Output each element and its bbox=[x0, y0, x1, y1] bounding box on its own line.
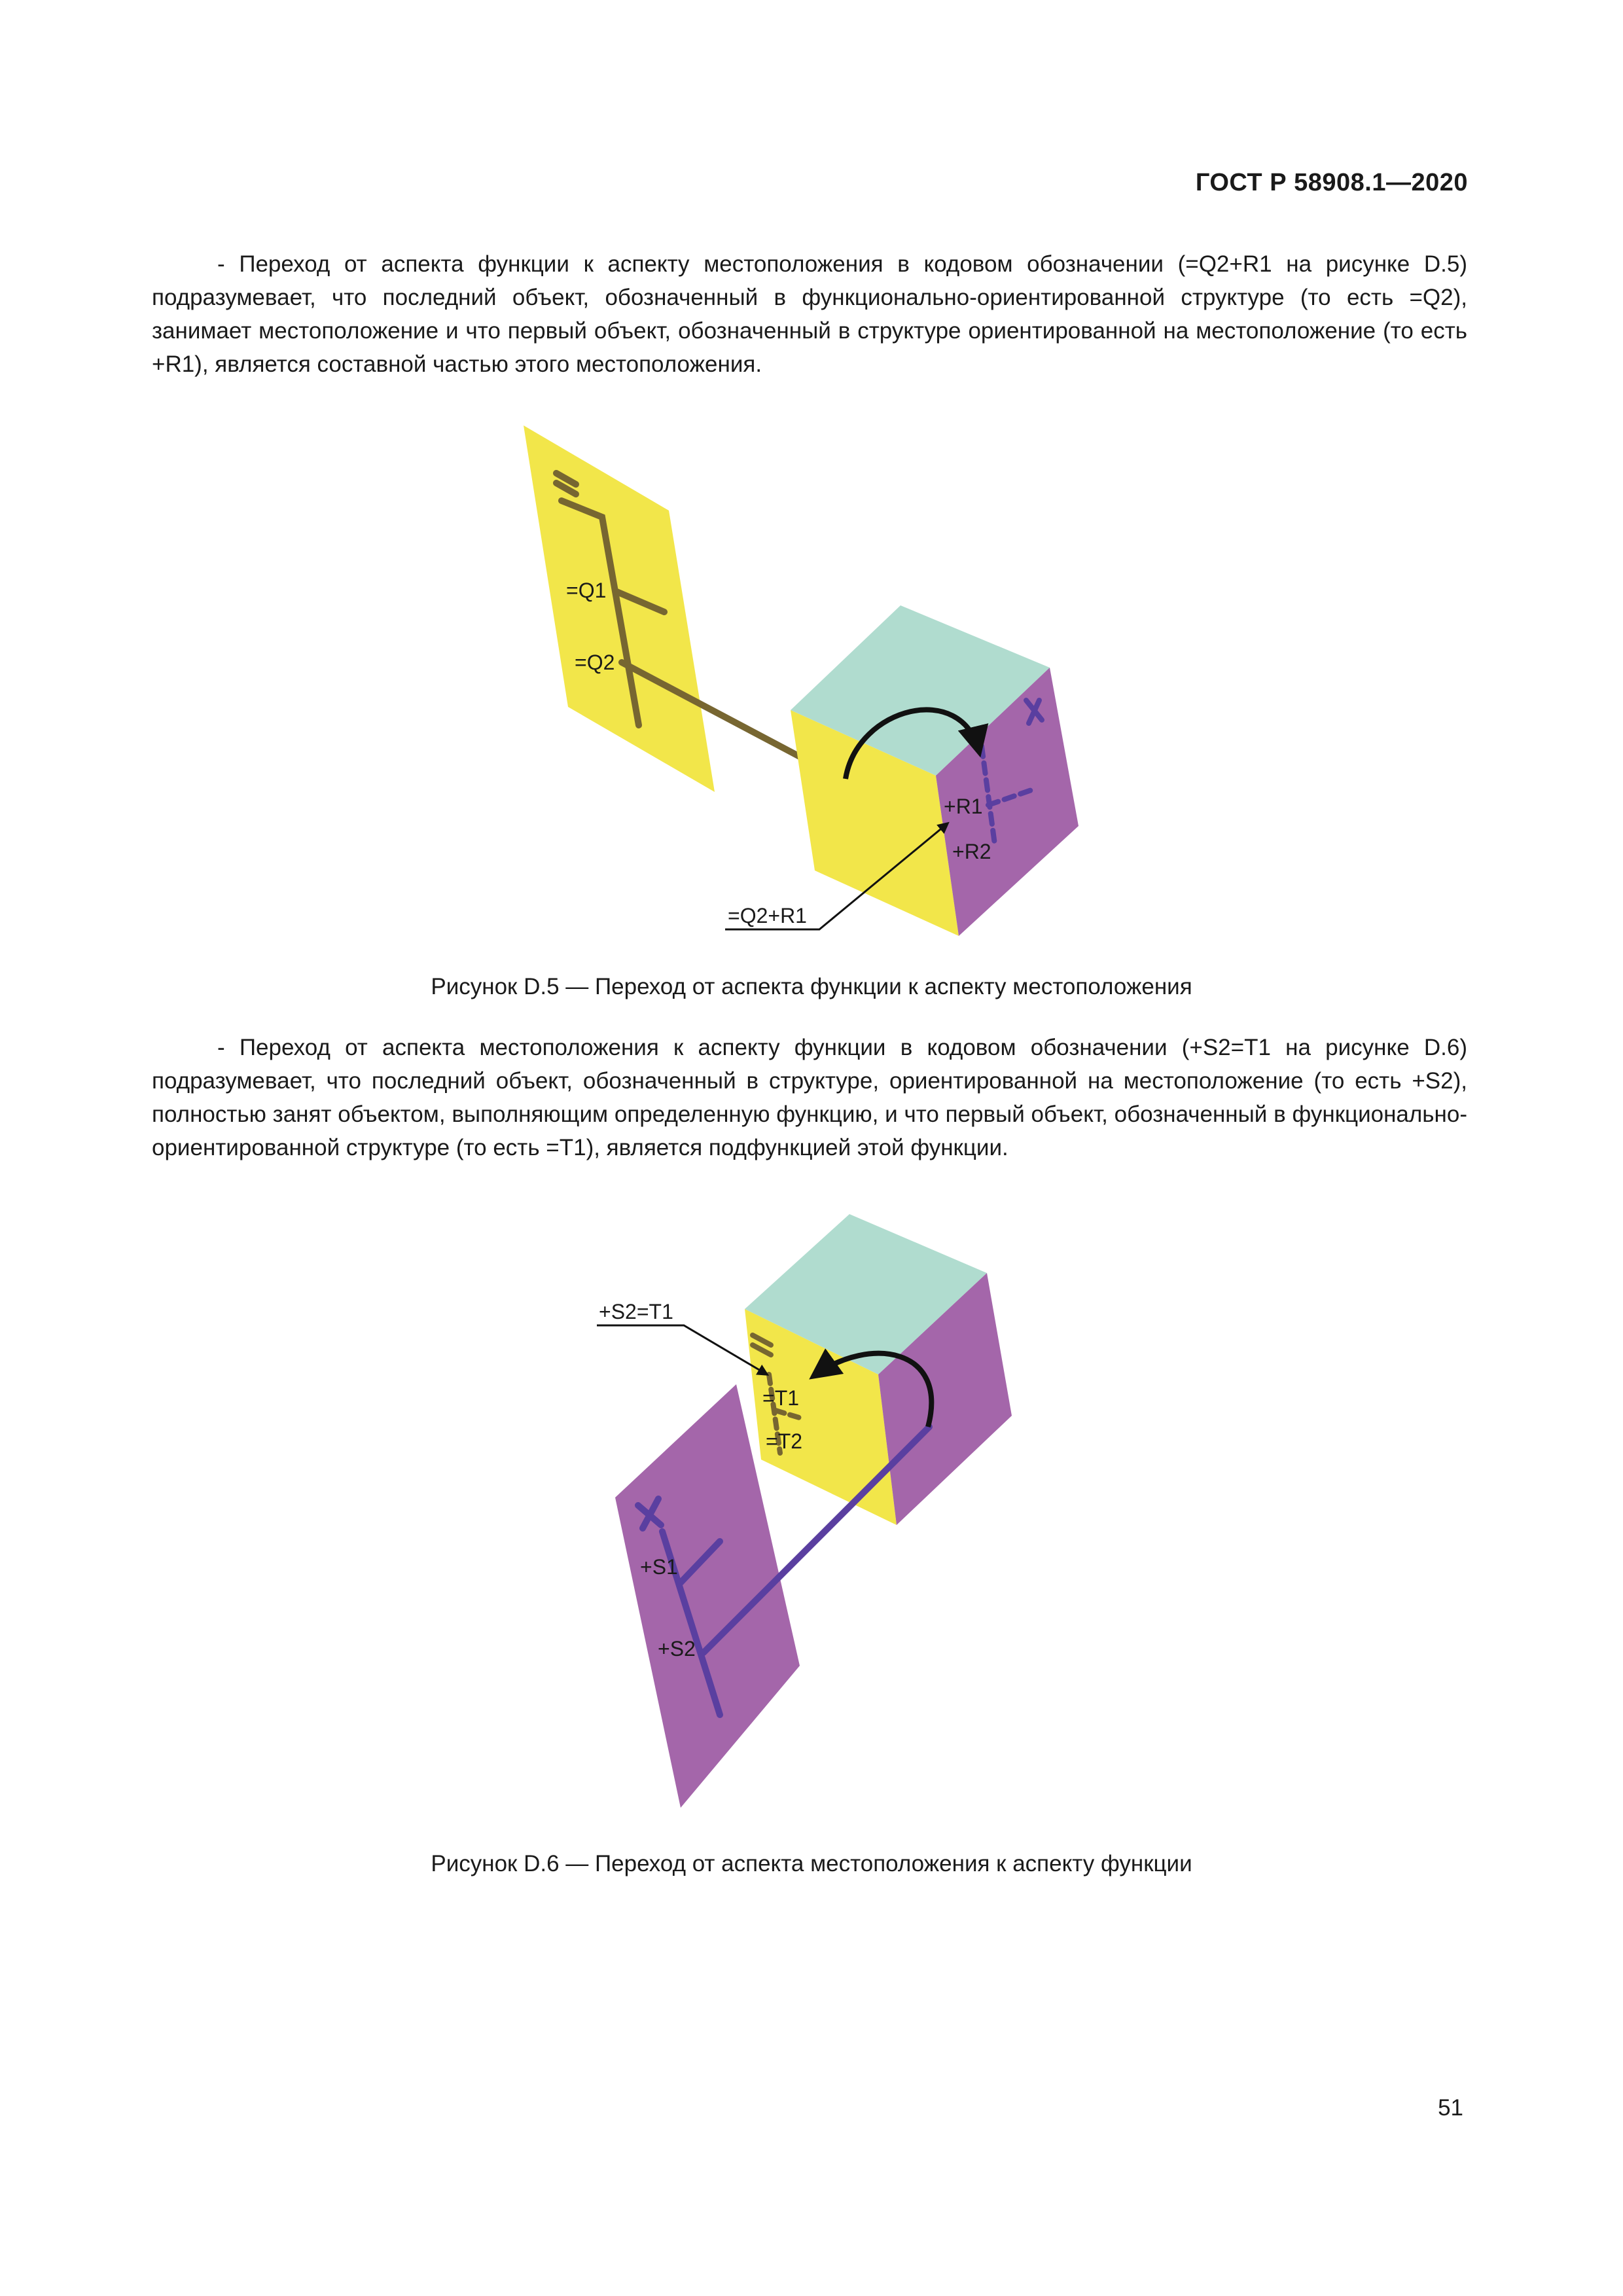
label-s1: +S1 bbox=[640, 1555, 678, 1579]
label-t2: =T2 bbox=[766, 1429, 803, 1453]
paragraph-location-to-function: - Переход от аспекта местоположения к аспекту функции в кодовом обозначении (+S2=T1 на рисунке D.6) подразумевает, что последний объект, обозначенный в структуре, ориентированной на местоположение (то есть +S2), полностью занят объектом, выполняющим определенную функцию, и что первый объект, обозначенный в функционально-ориентированной структуре (то есть =T1), является подфункцией этой функции. bbox=[152, 1035, 1467, 1160]
page-number: 51 bbox=[1438, 2095, 1463, 2121]
label-q1: =Q1 bbox=[566, 579, 607, 602]
label-q2: =Q2 bbox=[575, 651, 615, 674]
label-r2: +R2 bbox=[952, 840, 991, 863]
label-s2-t1: +S2=T1 bbox=[599, 1300, 673, 1323]
label-r1: +R1 bbox=[944, 795, 983, 818]
document-header: ГОСТ Р 58908.1—2020 bbox=[1195, 169, 1468, 196]
label-t1: =T1 bbox=[762, 1386, 800, 1410]
caption-figure-d6: Рисунок D.6 — Переход от аспекта местоположения к аспекту функции bbox=[431, 1851, 1192, 1876]
caption-figure-d5: Рисунок D.5 — Переход от аспекта функции к аспекту местоположения bbox=[431, 974, 1192, 999]
combined-leader-d6 bbox=[597, 1325, 767, 1374]
label-q2-r1: =Q2+R1 bbox=[728, 904, 807, 927]
paragraph-function-to-location: - Переход от аспекта функции к аспекту местоположения в кодовом обозначении (=Q2+R1 на рисунке D.5) подразумевает, что последний объект, обозначенный в функционально-ориентированной структуре (то есть =Q2), занимает местоположение и что первый объект, обозначенный в структуре ориентированной на местоположение (то есть +R1), является составной частью этого местоположения. bbox=[152, 251, 1467, 377]
label-s2: +S2 bbox=[658, 1637, 696, 1660]
